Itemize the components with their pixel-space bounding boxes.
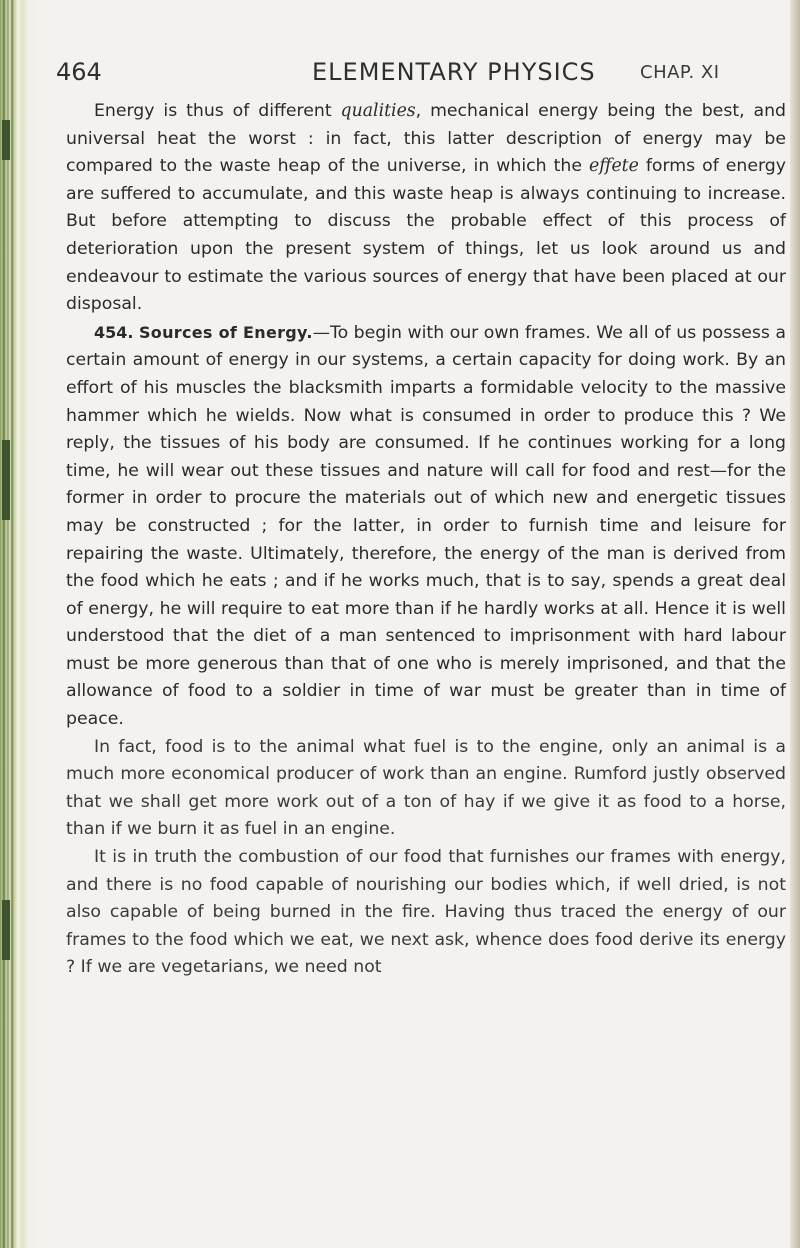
spine-mark: [2, 900, 10, 960]
paragraph-food-fuel: [66, 734, 786, 844]
section-number: 454.: [94, 322, 134, 342]
paragraph-combustion: [66, 844, 786, 982]
paragraph-sources-of-energy: [66, 319, 786, 734]
book-spine-edge: [0, 0, 40, 1248]
body-text: [66, 98, 786, 982]
section-heading: Sources of Energy.: [138, 322, 313, 342]
paragraph-text: Energy is thus of different: [94, 101, 341, 121]
paragraph-text: forms of energy are suffered to accumulate, and this waste heap is always continuing to increase. But before attempting to discuss the probable effect of this process of deterioration upon the present system of things, let us look around us and endeavour to estimate the various sources of energy that have been placed at our disposal.: [66, 156, 786, 315]
paragraph-energy-qualities: [66, 98, 786, 319]
italic-term: effete: [588, 156, 639, 177]
paragraph-text: —To begin with our own frames. We all of us possess a certain amount of energy in our systems, a certain capacity for doing work. By an effort of his muscles the blacksmith imparts a formidable velocity to the massive hammer which he wields. Now what is consumed in order to produce this ? We reply, the tissues of his body are consumed. If he continues working for a long time, he will wear out these tissues and nature will call for food and rest—for the former in order to procure the materials out of which new and energetic tissues may be constructed ; for the latter, in order to furnish time and leisure for repairing the waste. Ultimately, therefore, the energy of the man is derived from the food which he eats ; and if he works much, that is to say, spends a great deal of energy, he will require to eat more than if he hardly works at all. Hence it is well understood that the diet of a man sentenced to imprisonment with hard labour must be more generous than that of one who is merely imprisoned, and that the allowance of food to a soldier in time of war must be greater than in time of peace.: [66, 322, 786, 730]
page-number: 464: [56, 58, 102, 86]
book-page: [56, 58, 784, 982]
paragraph-text: In fact, food is to the animal what fuel is to the engine, only an animal is a much more economical producer of work than an engine. Rumford justly observed that we shall get more work out of a ton of hay if we give it as food to a horse, than if we burn it as fuel in an engine.: [66, 736, 786, 840]
italic-term: qualities: [340, 101, 416, 121]
chapter-label: CHAP. XI: [640, 62, 720, 83]
paragraph-text: , mechanical energy being the best, and universal heat the worst : in fact, this latter description of energy may be compared to the waste heap of the universe, in which the: [66, 101, 786, 177]
spine-mark: [2, 440, 10, 520]
page-right-edge: [790, 0, 800, 1248]
running-head: [56, 58, 784, 98]
paragraph-text: It is in truth the combustion of our food that furnishes our frames with energy, and there is no food capable of nourishing our bodies which, if well dried, is not also capable of being burned in the fire. Having thus traced the energy of our frames to the food which we eat, we next ask, whence does food derive its energy ? If we are vegetarians, we need not: [66, 847, 786, 978]
running-title: ELEMENTARY PHYSICS: [312, 58, 596, 86]
spine-mark: [2, 120, 10, 160]
